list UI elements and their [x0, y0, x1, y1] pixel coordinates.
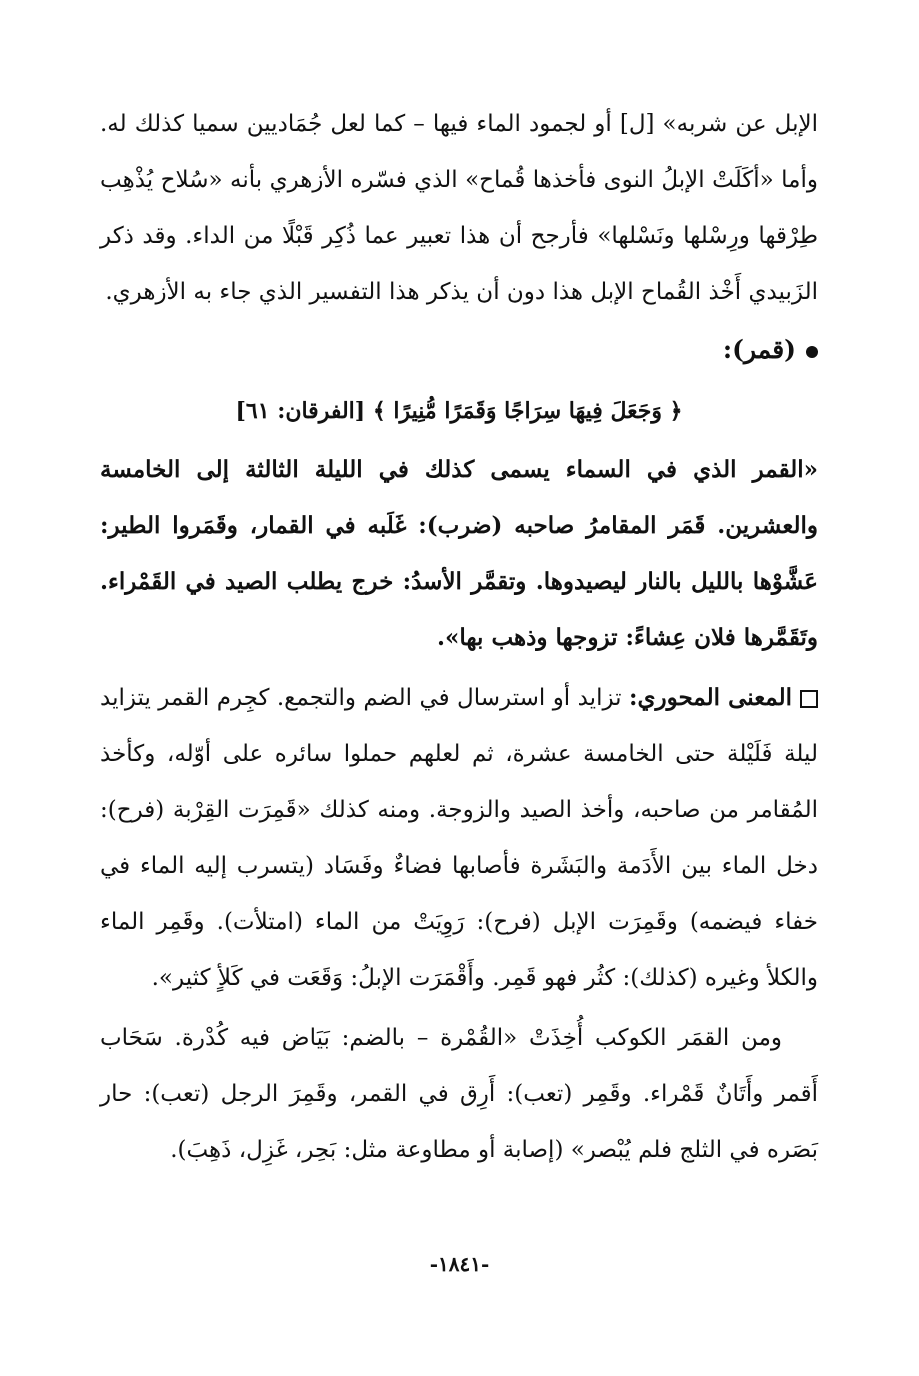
page-body — [100, 96, 818, 1178]
definition-paragraph: «القمر الذي في السماء يسمى كذلك في الليلة الثالثة إلى الخامسة والعشرين. قَمَر المقامرُ صاحبه (ضرب): غَلَبه في القمار، وقَمَروا الطير: عَشَّوْها بالليل بالنار ليصيدوها. وتقمَّر الأسدُ: خرج يطلب الصيد في القَمْراء. وتَقَمَّرها فلان عِشاءً: تزوجها وذهب بها». — [100, 456, 818, 651]
page-number: -١٨٤١- — [429, 1252, 490, 1276]
entry-heading — [100, 320, 818, 380]
core-meaning-text: تزايد أو استرسال في الضم والتجمع. كجِرم القمر يتزايد ليلة فَلَيْلة حتى الخامسة عشرة، ثم لعلهم حملوا سائره على أوّله، وكأخذ المُقامر من صاحبه، وأخذ الصيد والزوجة. ومنه كذلك «قَمِرَت القِرْبة (فرح): دخل الماء بين الأَدَمة والبَشَرة فأصابها فضاءٌ وفَسَاد (يتسرب إليه الماء في خفاء فيضمه) وقَمِرَت الإبل (فرح): رَوِيَتْ من الماء (امتلأت). وقَمِر الماء والكلأ وغيره (كذلك): كثُر فهو قَمِر. وأَقْمَرَت الإبلُ: وَقَعَت في كَلأٍ كثير». — [100, 685, 818, 991]
intro-paragraph: الإبل عن شربه» [ل] أو لجمود الماء فيها – كما لعل جُمَاديين سميا كذلك له. وأما «أكَلَتْ الإبلُ النوى فأخذها قُماح» الذي فسّره الأزهري بأنه «سُلاح يُذْهِب طِرْقها ورِسْلها ونَسْلها» فأرجح أن هذا تعبير عما ذُكِر قَبْلًا من الداء. وقد ذكر الزَبيدي أَخْذ القُماح الإبل هذا دون أن يذكر هذا التفسير الذي جاء به الأزهري. — [100, 111, 818, 305]
bullet-icon — [806, 346, 818, 358]
quran-verse: ﴿ وَجَعَلَ فِيهَا سِرَاجًا وَقَمَرًا مُّنِيرًا ﴾ [الفرقان: ٦١] — [235, 398, 683, 424]
final-paragraph: ومن القمَر الكوكب أُخِذَتْ «القُمْرة – بالضم: بَيَاض فيه كُدْرة. سَحَاب أَقمر وأَتَانٌ قَمْراء. وقَمِر (تعب): أَرِق في القمر، وقَمِرَ الرجل (تعب): حار بَصَره في الثلج فلم يُبْصر» (إصابة أو مطاوعة مثل: بَحِر، غَزِل، ذَهِبَ). — [100, 1025, 818, 1163]
square-icon — [800, 690, 818, 708]
entry-heading-text: (قمر): — [722, 335, 796, 364]
core-meaning-paragraph — [100, 670, 818, 1006]
core-meaning-label: المعنى المحوري: — [628, 684, 792, 711]
